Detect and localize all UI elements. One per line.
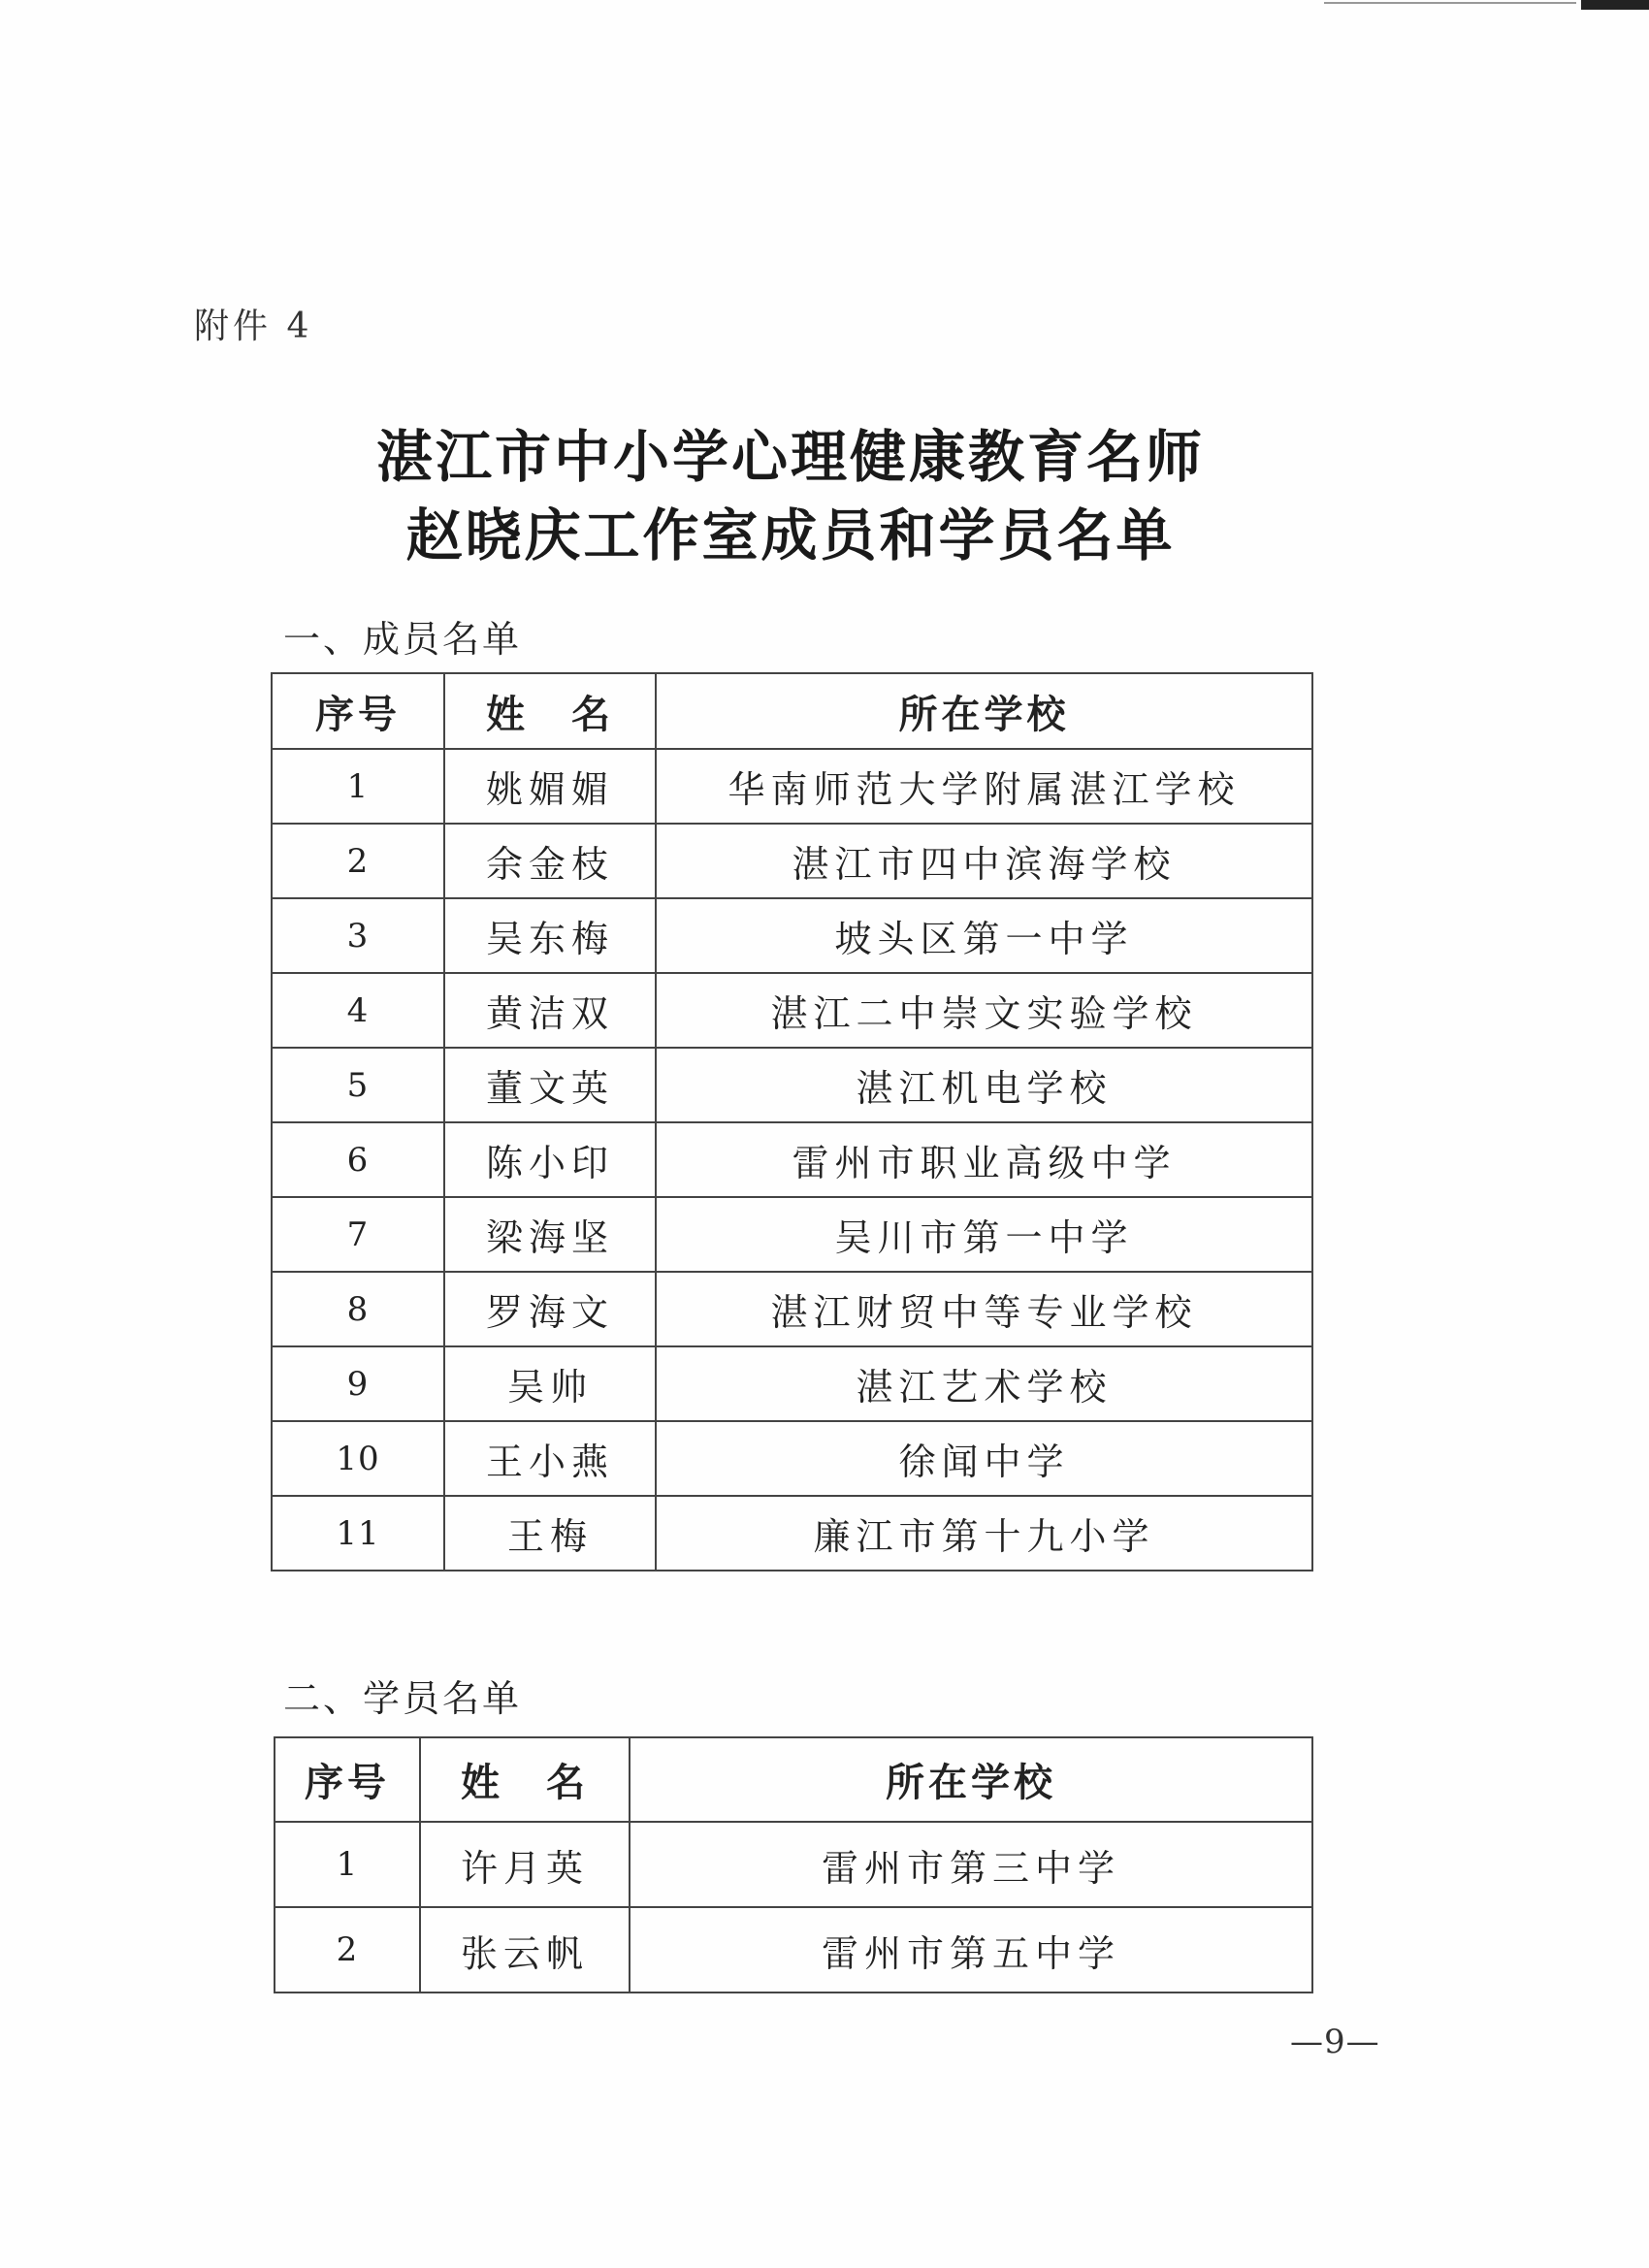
- table-row: [272, 1048, 1312, 1122]
- document-title-line-1: 湛江市中小学心理健康教育名师: [375, 424, 1205, 490]
- person-name: 张云帆: [420, 1907, 630, 1993]
- school-name: 坡头区第一中学: [656, 898, 1312, 973]
- row-number: 10: [272, 1421, 444, 1496]
- row-number: 9: [272, 1346, 444, 1421]
- person-name: 黄洁双: [444, 973, 656, 1048]
- table-row: [272, 1122, 1312, 1197]
- table-row: [272, 898, 1312, 973]
- school-name: 雷州市职业高级中学: [656, 1122, 1312, 1197]
- students-table-body: [275, 1822, 1312, 1993]
- school-name: 雷州市第三中学: [630, 1822, 1312, 1907]
- table-row: [272, 1272, 1312, 1346]
- person-name: 罗海文: [444, 1272, 656, 1346]
- school-name: 吴川市第一中学: [656, 1197, 1312, 1272]
- attachment-label: 附件 4: [194, 307, 313, 346]
- row-number: 2: [275, 1907, 420, 1993]
- person-name: 陈小印: [444, 1122, 656, 1197]
- school-name: 湛江市四中滨海学校: [656, 824, 1312, 898]
- person-name: 梁海坚: [444, 1197, 656, 1272]
- scan-corner-mark: [1581, 0, 1649, 10]
- row-number: 6: [272, 1122, 444, 1197]
- table-row: [272, 1346, 1312, 1421]
- table-row: [275, 1822, 1312, 1907]
- students-table-header-row: [275, 1737, 1312, 1822]
- row-number: 8: [272, 1272, 444, 1346]
- column-header-name: 姓 名: [420, 1737, 630, 1822]
- column-header-number: 序号: [275, 1737, 420, 1822]
- person-name: 王梅: [444, 1496, 656, 1571]
- school-name: 湛江艺术学校: [656, 1346, 1312, 1421]
- table-row: [272, 749, 1312, 824]
- table-row: [272, 1197, 1312, 1272]
- row-number: 2: [272, 824, 444, 898]
- person-name: 余金枝: [444, 824, 656, 898]
- row-number: 1: [275, 1822, 420, 1907]
- document-title-line-2: 赵晓庆工作室成员和学员名单: [405, 502, 1176, 568]
- person-name: 吴东梅: [444, 898, 656, 973]
- row-number: 3: [272, 898, 444, 973]
- column-header-number: 序号: [272, 673, 444, 749]
- school-name: 湛江财贸中等专业学校: [656, 1272, 1312, 1346]
- school-name: 徐闻中学: [656, 1421, 1312, 1496]
- school-name: 湛江二中崇文实验学校: [656, 973, 1312, 1048]
- person-name: 许月英: [420, 1822, 630, 1907]
- table-row: [272, 1421, 1312, 1496]
- school-name: 雷州市第五中学: [630, 1907, 1312, 1993]
- row-number: 5: [272, 1048, 444, 1122]
- students-section-heading: 二、学员名单: [283, 1677, 523, 1720]
- column-header-name: 姓 名: [444, 673, 656, 749]
- column-header-school: 所在学校: [630, 1737, 1312, 1822]
- row-number: 1: [272, 749, 444, 824]
- table-row: [275, 1907, 1312, 1993]
- members-section-heading: 一、成员名单: [283, 618, 523, 661]
- students-table: [274, 1736, 1313, 1993]
- page-number: —9—: [1290, 2023, 1380, 2061]
- table-row: [272, 973, 1312, 1048]
- school-name: 湛江机电学校: [656, 1048, 1312, 1122]
- person-name: 吴帅: [444, 1346, 656, 1421]
- school-name: 华南师范大学附属湛江学校: [656, 749, 1312, 824]
- row-number: 7: [272, 1197, 444, 1272]
- person-name: 王小燕: [444, 1421, 656, 1496]
- members-table: [271, 672, 1313, 1571]
- school-name: 廉江市第十九小学: [656, 1496, 1312, 1571]
- person-name: 姚媚媚: [444, 749, 656, 824]
- table-row: [272, 824, 1312, 898]
- row-number: 4: [272, 973, 444, 1048]
- table-row: [272, 1496, 1312, 1571]
- row-number: 11: [272, 1496, 444, 1571]
- members-table-header-row: [272, 673, 1312, 749]
- column-header-school: 所在学校: [656, 673, 1312, 749]
- members-table-body: [272, 749, 1312, 1571]
- person-name: 董文英: [444, 1048, 656, 1122]
- scan-edge-line: [1324, 2, 1576, 4]
